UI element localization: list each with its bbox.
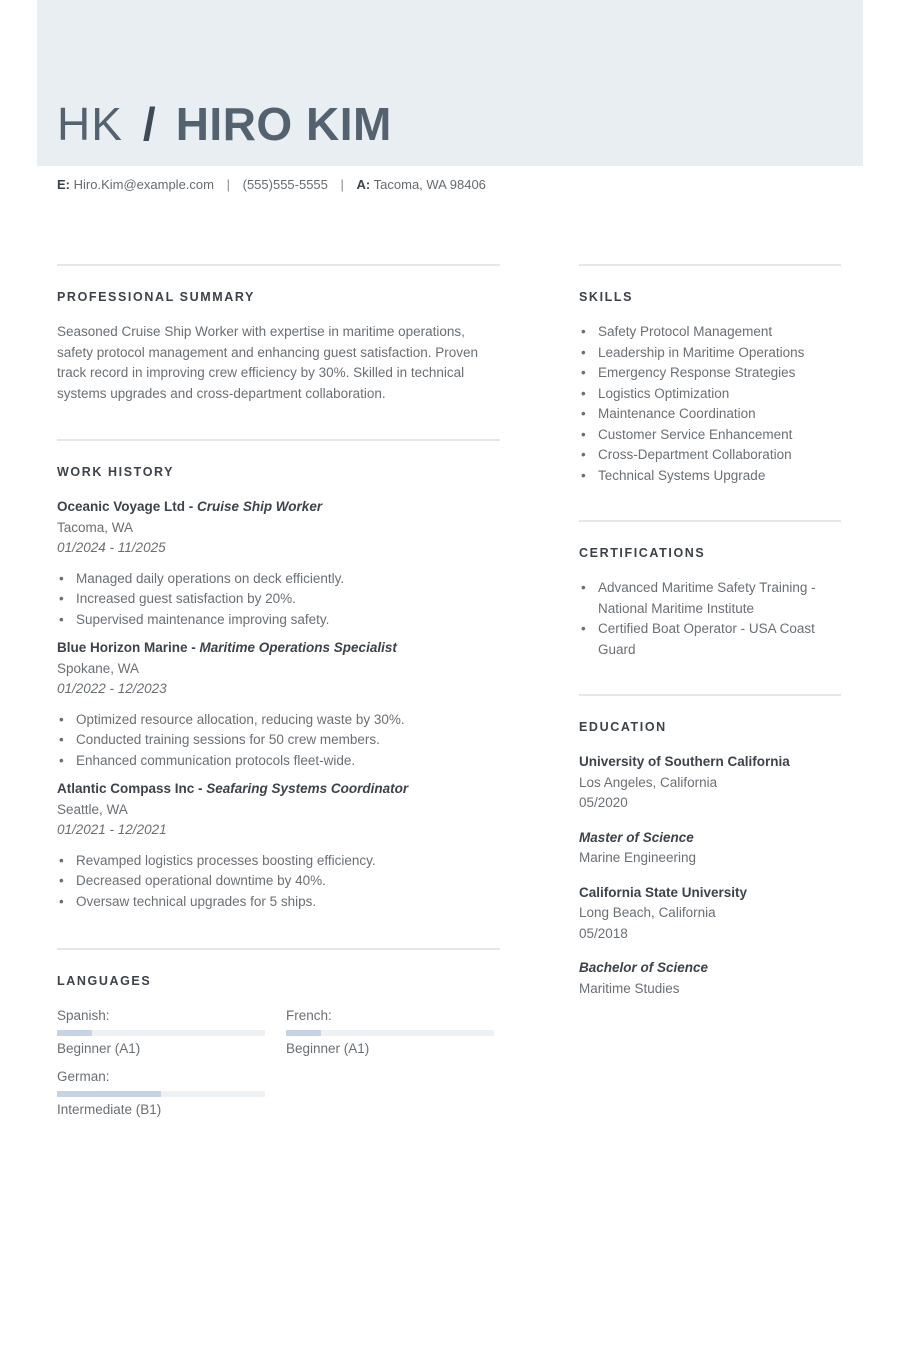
name-initials: HK xyxy=(57,98,123,150)
certification-item: • Advanced Maritime Safety Training - National Maritime Institute xyxy=(579,578,841,619)
section-divider xyxy=(579,694,841,696)
bullet-item: • Optimized resource allocation, reducing waste by 30%. xyxy=(57,710,500,731)
address: Tacoma, WA 98406 xyxy=(373,177,486,192)
language-level-bar xyxy=(57,1091,265,1097)
job-dates: 01/2024 - 11/2025 xyxy=(57,540,166,555)
job-role: Seafaring Systems Coordinator xyxy=(206,781,409,796)
address-label: A: xyxy=(356,177,371,192)
job-title-line xyxy=(57,497,500,518)
skill-item: • Leadership in Maritime Operations xyxy=(579,343,841,364)
section-divider xyxy=(57,264,500,266)
language-level-fill xyxy=(57,1091,161,1097)
education-heading: EDUCATION xyxy=(579,720,667,734)
job-dates: 01/2021 - 12/2021 xyxy=(57,822,167,837)
skills-heading: SKILLS xyxy=(579,290,634,304)
language-level: Intermediate (B1) xyxy=(57,1102,162,1117)
resume-name xyxy=(57,96,392,152)
skill-item: • Emergency Response Strategies xyxy=(579,363,841,384)
contact-line xyxy=(57,177,486,192)
email-link[interactable]: Hiro.Kim@example.com xyxy=(73,177,214,192)
job-bullets xyxy=(57,710,500,772)
job-bullets xyxy=(57,851,500,913)
job-entry xyxy=(57,638,500,771)
bullet-item: • Oversaw technical upgrades for 5 ships. xyxy=(57,892,500,913)
language-level-bar xyxy=(286,1030,494,1036)
contact-separator: | xyxy=(340,177,344,192)
languages-grid xyxy=(57,1006,500,1146)
job-title-line xyxy=(57,779,500,800)
graduation-date: 05/2020 xyxy=(579,795,628,810)
language-name: Spanish: xyxy=(57,1008,110,1023)
right-column xyxy=(579,264,841,1013)
company-name: Blue Horizon Marine xyxy=(57,640,188,655)
company-name: Atlantic Compass Inc xyxy=(57,781,195,796)
skill-item: • Customer Service Enhancement xyxy=(579,425,841,446)
language-level-fill xyxy=(57,1030,92,1036)
section-divider xyxy=(579,264,841,266)
degree-entry xyxy=(579,828,841,869)
section-divider xyxy=(57,948,500,950)
skill-item: • Maintenance Coordination xyxy=(579,404,841,425)
language-item xyxy=(286,1006,494,1059)
phone-number: (555)555-5555 xyxy=(242,177,328,192)
left-column xyxy=(57,264,500,1146)
title-dash: - xyxy=(194,781,207,796)
skill-item: • Safety Protocol Management xyxy=(579,322,841,343)
language-level: Beginner (A1) xyxy=(57,1041,141,1056)
degree-field: Maritime Studies xyxy=(579,980,680,996)
language-item xyxy=(57,1067,265,1120)
degree-entry xyxy=(579,958,841,999)
degree-name: Bachelor of Science xyxy=(579,960,709,975)
company-name: Oceanic Voyage Ltd xyxy=(57,499,186,514)
job-entry xyxy=(57,779,500,912)
language-level-fill xyxy=(286,1030,321,1036)
skill-item: • Cross-Department Collaboration xyxy=(579,445,841,466)
contact-separator: | xyxy=(226,177,230,192)
bullet-item: • Supervised maintenance improving safety. xyxy=(57,610,500,631)
job-location: Spokane, WA xyxy=(57,660,140,676)
name-slash: / xyxy=(142,98,156,150)
graduation-date: 05/2018 xyxy=(579,925,628,941)
summary-text: Seasoned Cruise Ship Worker with expertise in maritime operations, safety protocol management and enhancing guest satisfaction. Proven track record in improving crew efficiency by 30%. Skilled in technical systems upgrades and cross-department collaboration. xyxy=(57,324,479,401)
bullet-item: • Conducted training sessions for 50 crew members. xyxy=(57,730,500,751)
full-name: HIRO KIM xyxy=(175,98,392,150)
summary-heading: PROFESSIONAL SUMMARY xyxy=(57,290,255,304)
language-level: Beginner (A1) xyxy=(286,1041,370,1056)
language-name: French: xyxy=(286,1008,332,1023)
education-entry xyxy=(579,883,841,945)
school-location: Los Angeles, California xyxy=(579,774,718,790)
skill-item: • Logistics Optimization xyxy=(579,384,841,405)
email-label: E: xyxy=(57,177,70,192)
bullet-item: • Decreased operational downtime by 40%. xyxy=(57,871,500,892)
job-entry xyxy=(57,497,500,630)
certification-item: • Certified Boat Operator - USA Coast Guard xyxy=(579,619,841,660)
job-role: Cruise Ship Worker xyxy=(197,499,323,514)
job-title-line xyxy=(57,638,500,659)
degree-name: Master of Science xyxy=(579,829,694,845)
bullet-item: • Increased guest satisfaction by 20%. xyxy=(57,589,500,610)
section-divider xyxy=(579,520,841,522)
languages-heading: LANGUAGES xyxy=(57,974,152,988)
skill-item: • Technical Systems Upgrade xyxy=(579,466,841,487)
job-bullets xyxy=(57,569,500,631)
bullet-item: • Enhanced communication protocols fleet-wide. xyxy=(57,751,500,772)
language-level-bar xyxy=(57,1030,265,1036)
title-dash: - xyxy=(185,499,198,514)
certifications-list xyxy=(579,578,841,660)
degree-field: Marine Engineering xyxy=(579,850,697,865)
language-item xyxy=(57,1006,265,1059)
certifications-heading: CERTIFICATIONS xyxy=(579,546,706,560)
job-location: Seattle, WA xyxy=(57,801,128,817)
job-role: Maritime Operations Specialist xyxy=(199,640,397,655)
bullet-item: • Revamped logistics processes boosting efficiency. xyxy=(57,851,500,872)
bullet-item: • Managed daily operations on deck efficiently. xyxy=(57,569,500,590)
section-divider xyxy=(57,439,500,441)
job-location: Tacoma, WA xyxy=(57,519,134,535)
school-name: University of Southern California xyxy=(579,754,790,769)
language-name: German: xyxy=(57,1069,110,1084)
skills-list xyxy=(579,322,841,486)
school-name: California State University xyxy=(579,884,748,900)
job-dates: 01/2022 - 12/2023 xyxy=(57,681,167,696)
education-entry xyxy=(579,752,841,814)
title-dash: - xyxy=(187,640,200,655)
school-location: Long Beach, California xyxy=(579,905,716,920)
work-history-heading: WORK HISTORY xyxy=(57,465,175,479)
